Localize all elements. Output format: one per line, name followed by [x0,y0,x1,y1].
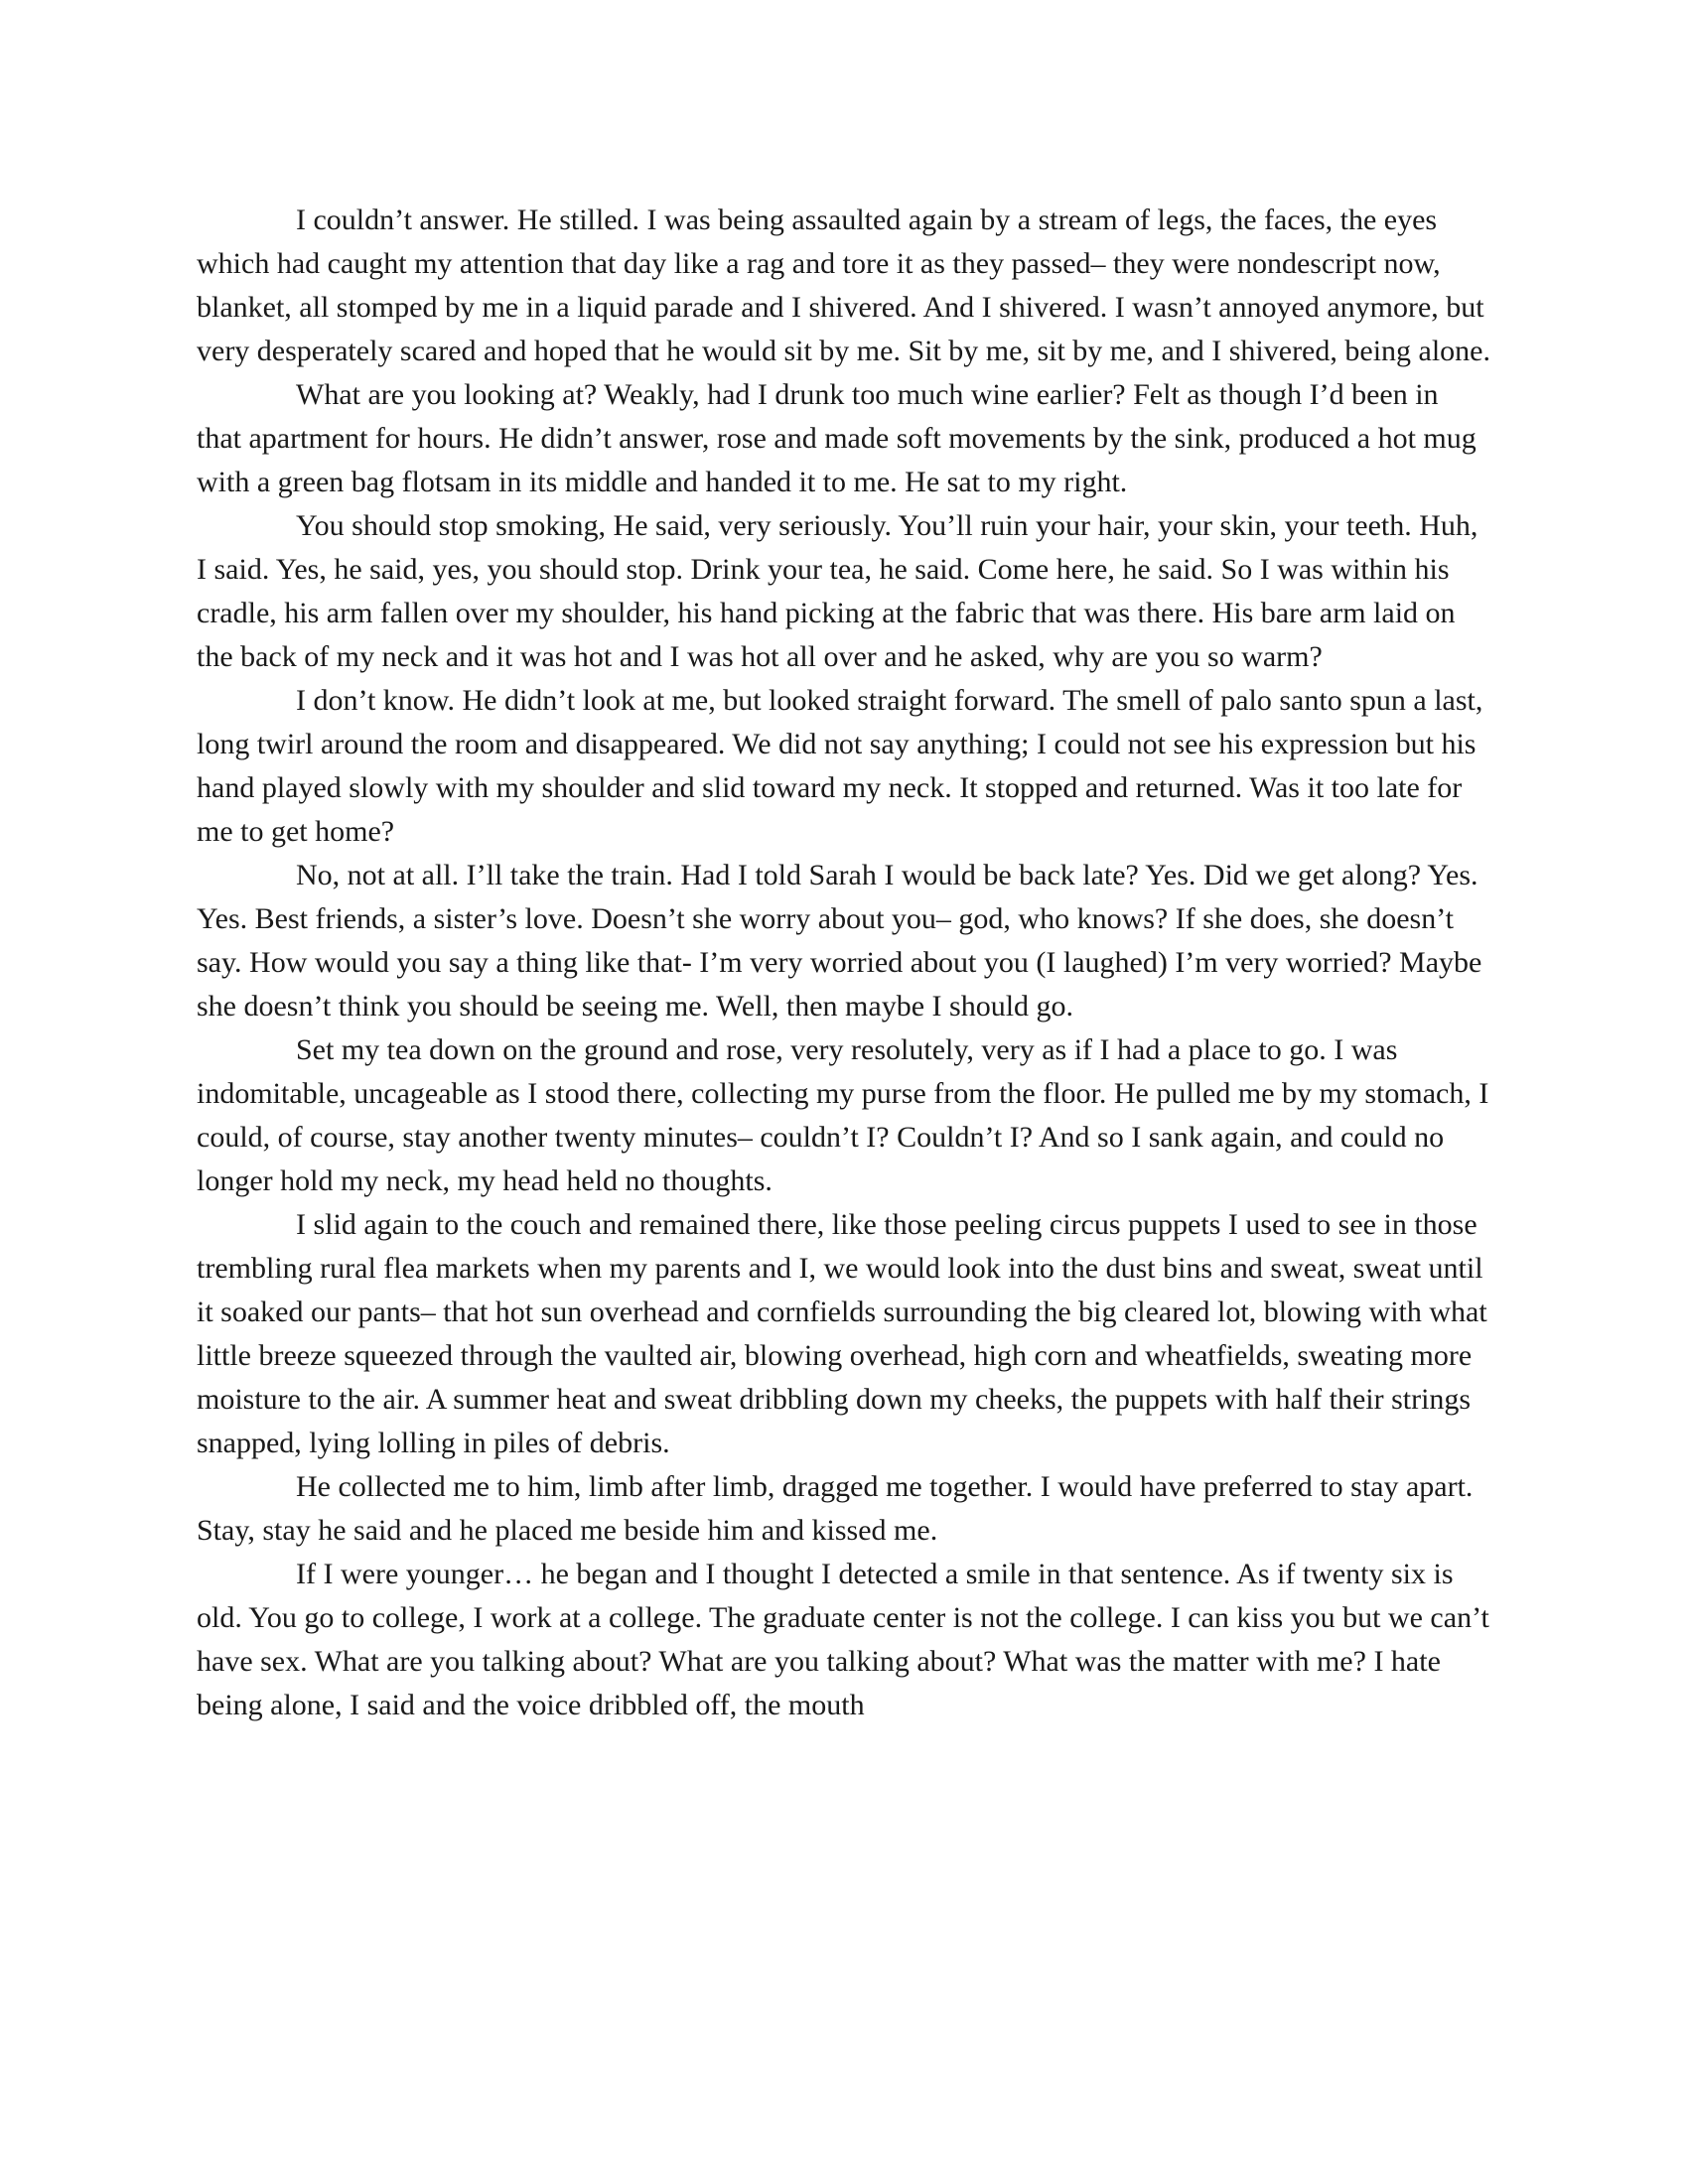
paragraph: If I were younger… he began and I thought I detected a smile in that sentence. As if twenty six is old. You go to college, I work at a college. The graduate center is not the college. I can kiss you but we can’t have sex. What are you talking about? What are you talking about? What was the matter with me? I hate being alone, I said and the voice dribbled off, the mouth [197,1558,1489,1721]
paragraph: What are you looking at? Weakly, had I drunk too much wine earlier? Felt as though I’d been in that apartment for hours. He didn’t answer, rose and made soft movements by the sink, produced a hot mug with a green bag flotsam in its middle and handed it to me. He sat to my right. [197,378,1477,498]
paragraph: I couldn’t answer. He stilled. I was being assaulted again by a stream of legs, the faces, the eyes which had caught my attention that day like a rag and tore it as they passed– they were nondescript now, blanket, all stomped by me in a liquid parade and I shivered. And I shivered. I wasn’t annoyed anymore, but very desperately scared and hoped that he would sit by me. Sit by me, sit by me, and I shivered, being alone. [197,204,1490,367]
paragraph: He collected me to him, limb after limb, dragged me together. I would have preferred to stay apart. Stay, stay he said and he placed me beside him and kissed me. [197,1470,1474,1547]
paragraph: No, not at all. I’ll take the train. Had I told Sarah I would be back late? Yes. Did we get along? Yes. Yes. Best friends, a sister’s love. Doesn’t she worry about you– god, who knows? If she does, she doesn’t say. How would you say a thing like that- I’m very worried about you (I laughed) I’m very worried? Maybe she doesn’t think you should be seeing me. Well, then maybe I should go. [197,859,1482,1023]
paragraph: I don’t know. He didn’t look at me, but looked straight forward. The smell of palo santo spun a last, long twirl around the room and disappeared. We did not say anything; I could not see his expression but his hand played slowly with my shoulder and slid toward my neck. It stopped and returned. Was it too late for me to get home? [197,684,1483,848]
body-text [197,199,1490,1727]
paragraph: Set my tea down on the ground and rose, very resolutely, very as if I had a place to go. I was indomitable, uncageable as I stood there, collecting my purse from the floor. He pulled me by my stomach, I could, of course, stay another twenty minutes– couldn’t I? Couldn’t I? And so I sank again, and could no longer hold my neck, my head held no thoughts. [197,1033,1489,1197]
paragraph: I slid again to the couch and remained there, like those peeling circus puppets I used to see in those trembling rural flea markets when my parents and I, we would look into the dust bins and sweat, sweat until it soaked our pants– that hot sun overhead and cornfields surrounding the big cleared lot, blowing with what little breeze squeezed through the vaulted air, blowing overhead, high corn and wheatfields, sweating more moisture to the air. A summer heat and sweat dribbling down my cheeks, the puppets with half their strings snapped, lying lolling in piles of debris. [197,1208,1487,1459]
paragraph: You should stop smoking, He said, very seriously. You’ll ruin your hair, your skin, your teeth. Huh, I said. Yes, he said, yes, you should stop. Drink your tea, he said. Come here, he said. So I was within his cradle, his arm fallen over my shoulder, his hand picking at the fabric that was there. His bare arm laid on the back of my neck and it was hot and I was hot all over and he asked, why are you so warm? [197,509,1478,673]
